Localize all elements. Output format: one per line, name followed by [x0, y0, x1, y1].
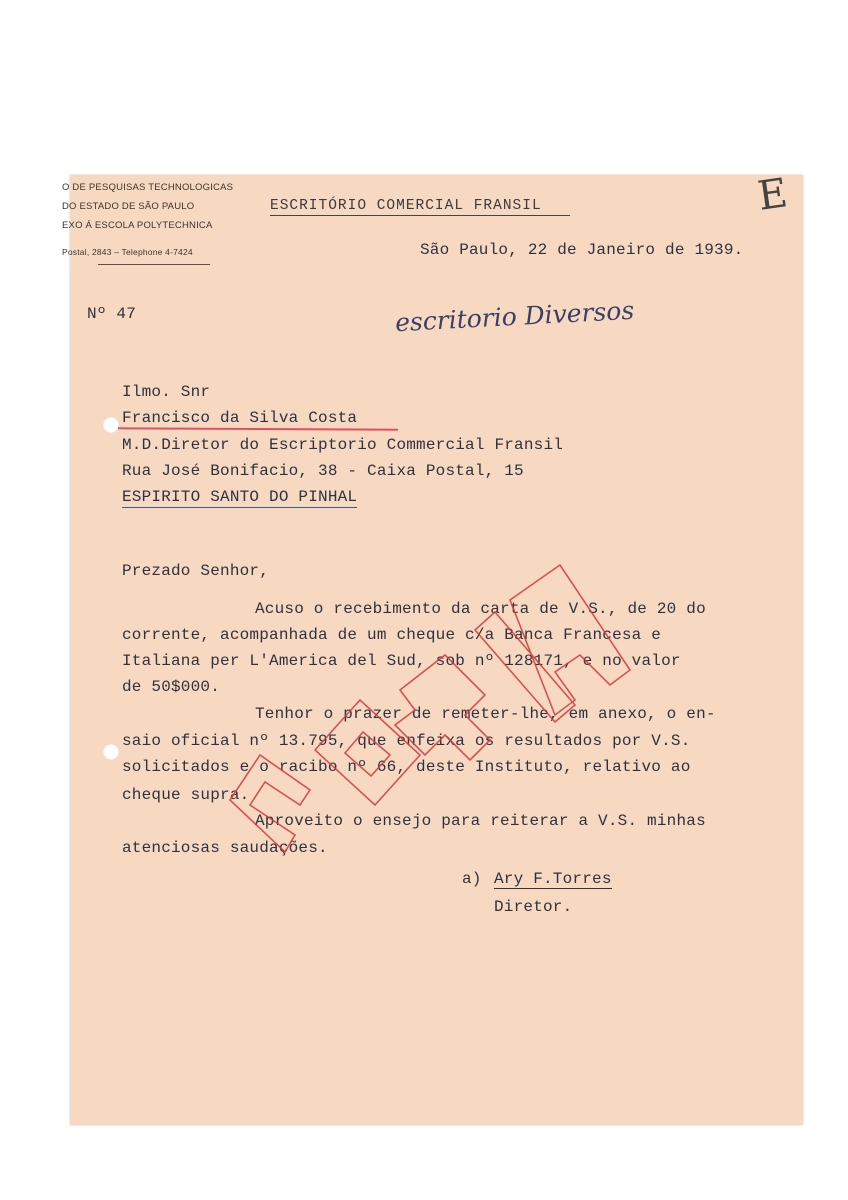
- body-line: Acuso o recebimento da carta de V.S., de 20 do: [255, 600, 706, 618]
- letterhead-line-3: EXO Á ESCOLA POLYTECHNICA: [62, 220, 213, 231]
- recipient-address: Rua José Bonifacio, 38 - Caixa Postal, 15: [122, 462, 524, 480]
- body-line: Tenhor o prazer de remeter-lhe, em anexo, o en-: [255, 705, 716, 723]
- body-line: solicitados e o racibo nº 66, deste Instituto, relativo ao: [122, 758, 691, 776]
- punch-hole-bottom: [103, 744, 119, 760]
- corner-mark: E: [754, 170, 791, 220]
- recipient-city: ESPIRITO SANTO DO PINHAL: [122, 488, 358, 506]
- punch-hole-top: [103, 417, 119, 433]
- body-line: cheque supra.: [122, 786, 250, 804]
- handwritten-note: escritorio Diversos: [394, 295, 635, 338]
- body-line: atenciosas saudações.: [122, 839, 328, 857]
- recipient-name: Francisco da Silva Costa: [122, 409, 358, 427]
- letter-number: Nº 47: [87, 305, 137, 323]
- office-title-rule: [270, 215, 570, 216]
- recipient-position: M.D.Diretor do Escriptorio Commercial Fransil: [122, 436, 564, 454]
- recipient-salutation: Ilmo. Snr: [122, 383, 211, 401]
- body-line: saio oficial nº 13.795, que enfeixa os resultados por V.S.: [122, 732, 691, 750]
- letterhead-line-4: Postal, 2843 – Telephone 4-7424: [62, 247, 193, 257]
- body-line: Aproveito o ensejo para reiterar a V.S. minhas: [255, 812, 706, 830]
- date-line: São Paulo, 22 de Janeiro de 1939.: [420, 241, 744, 259]
- body-line: Italiana per L'America del Sud, sob nº 128171, e no valor: [122, 652, 681, 670]
- letterhead-line-1: O DE PESQUISAS TECHNOLOGICAS: [62, 182, 234, 193]
- signature-title: Diretor.: [494, 898, 573, 916]
- signature-prefix: a): [462, 870, 482, 888]
- office-title: ESCRITÓRIO COMERCIAL FRANSIL: [270, 198, 542, 214]
- body-line: corrente, acompanhada de um cheque c/a Banca Francesa e: [122, 626, 662, 644]
- greeting: Prezado Senhor,: [122, 562, 270, 580]
- signature-name: Ary F.Torres: [494, 870, 612, 888]
- letterhead-line-2: DO ESTADO DE SÃO PAULO: [62, 201, 195, 212]
- body-line: de 50$000.: [122, 678, 221, 696]
- letterhead-rule: [98, 264, 210, 265]
